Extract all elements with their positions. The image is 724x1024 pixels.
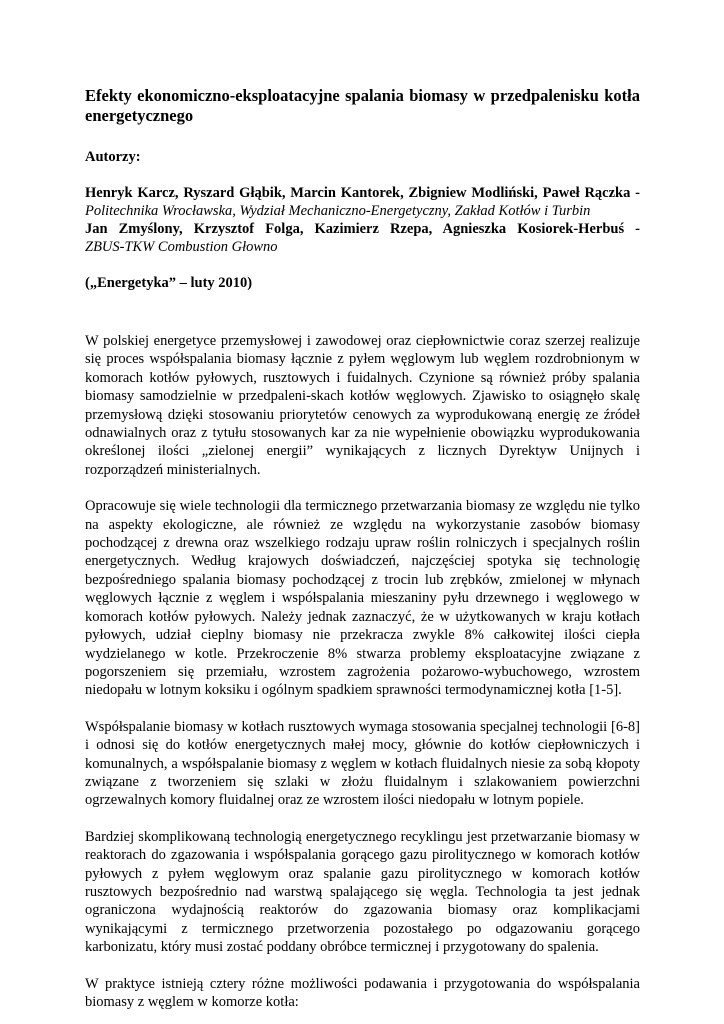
author-names-group-1: Henryk Karcz, Ryszard Głąbik, Marcin Kantorek, Zbigniew Modliński, Paweł Rączka -	[85, 185, 640, 201]
affiliation-group-2: ZBUS-TKW Combustion Głowno	[85, 239, 278, 255]
body-paragraph-2: Opracowuje się wiele technologii dla termicznego przetwarzania biomasy ze względu nie tylko na aspekty ekologiczne, ale również ze względu na wykorzystanie zasobów biomasy pochodzącej z drewna oraz wszelkiego rodzaju upraw roślin rolniczych i specjalnych roślin energetycznych. Według krajowych doświadczeń, najczęściej spotyka się technologię bezpośredniego spalania biomasy pochodzącej z trocin lub zrębków, zmielonej w młynach węglowych łącznie z węglem i współspalania mieszaniny pyłu drzewnego i węglowego w komorach kotłów pyłowych. Należy jednak zaznaczyć, że w użytkowanych w kraju kotłach pyłowych, udział cieplny biomasy nie przekracza zwykle 8% całkowitej ilości ciepła wydzielanego w kotle. Przekroczenie 8% stwarza problemy eksploatacyjne związane z pogorszeniem się przemiału, wzrostem zagrożenia pożarowo-wybuchowego, wzrostem niedopału w lotnym koksiku i ogólnym spadkiem sprawności termodynamicznej kotła [1-5].	[85, 498, 640, 699]
body-paragraph-5: W praktyce istnieją cztery różne możliwości podawania i przygotowania do współspalania biomasy z węglem w komorze kotła:	[85, 975, 640, 1010]
body-paragraph-4: Bardziej skomplikowaną technologią energetycznego recyklingu jest przetwarzanie biomasy w reaktorach do zgazowania i współspalania gorącego gazu pirolitycznego w komorach kotłów pyłowych z pyłem węglowym oraz spalanie gazu pirolitycznego w komorach kotłów rusztowych bezpośrednio nad warstwą spalającego się węgla. Technologia ta jest jednak ograniczona wydajnością reaktorów do zgazowania biomasy oraz komplikacjami wynikającymi z termicznego przetworzenia pozostałego po odgazowaniu gorącego karbonizatu, który musi zostać poddany obróbce termicznej i przygotowany do spalenia.	[85, 828, 640, 956]
publication-source: („Energetyka” – luty 2010)	[85, 275, 253, 291]
authors-label: Autorzy:	[85, 149, 141, 165]
affiliation-group-1: Politechnika Wrocławska, Wydział Mechaniczno-Energetyczny, Zakład Kotłów i Turbin	[85, 203, 591, 219]
body-paragraph-1: W polskiej energetyce przemysłowej i zawodowej oraz ciepłownictwie coraz szerzej realizuje się proces współspalania biomasy łącznie z pyłem węglowym lub węglem rozdrobnionym w komorach kotłów pyłowych, rusztowych i fuidalnych. Czynione są również próby spalania biomasy samodzielnie w przedpaleni-skach kotłów węglowych. Zjawisko to osiągnęło skalę przemysłową dzięki stosowaniu priorytetów cenowych za wyprodukowaną energię ze źródeł odnawialnych oraz z tytułu stosowanych kar za nie wypełnienie obowiązku wyprodukowania określonej ilości „zielonej energii” wynikających z licznych Dyrektyw Unijnych i rozporządzeń ministerialnych.	[85, 333, 640, 478]
author-names-group-2: Jan Zmyślony, Krzysztof Folga, Kazimierz Rzepa, Agnieszka Kosiorek-Herbuś -	[85, 221, 640, 237]
document-title: Efekty ekonomiczno-eksploatacyjne spalania biomasy w przedpalenisku kotła energetycznego	[85, 86, 640, 125]
authors-block	[85, 184, 640, 256]
body-paragraph-3: Współspalanie biomasy w kotłach rusztowych wymaga stosowania specjalnej technologii [6-8] i odnosi się do kotłów energetycznych małej mocy, głównie do kotłów ciepłowniczych i komunalnych, a współspalanie biomasy z węglem w kotłach fluidalnych niesie za sobą kłopoty związane z tworzeniem się szlaki w złożu fluidalnym i szlakowaniem powierzchni ogrzewalnych komory fluidalnej oraz ze wzrostem ilości niedopału w lotnym popiele.	[85, 718, 640, 809]
